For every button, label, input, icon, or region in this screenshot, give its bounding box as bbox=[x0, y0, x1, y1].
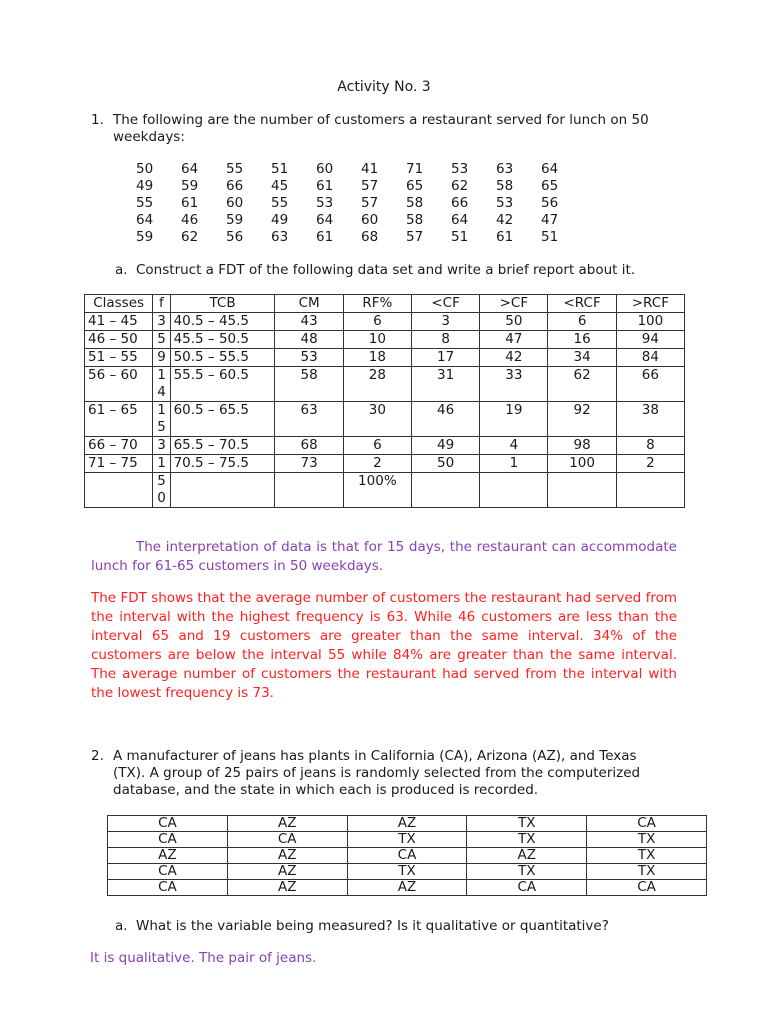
fdt-row bbox=[85, 349, 685, 367]
fdt-row bbox=[85, 331, 685, 349]
question-1-text bbox=[113, 112, 649, 146]
fdt-f-digit-1: 3 bbox=[157, 437, 166, 453]
question-2-line-3: database, and the state in which each is produced is recorded. bbox=[113, 782, 539, 798]
fdt-cell-f bbox=[153, 455, 170, 473]
data-grid-cell: 55 bbox=[226, 161, 244, 177]
fdt-cell-classes: 71 – 75 bbox=[85, 455, 153, 473]
fdt-cell-lcf: 31 bbox=[411, 367, 479, 402]
fdt-cell-lcf: 17 bbox=[411, 349, 479, 367]
data-grid-cell: 59 bbox=[226, 212, 244, 228]
fdt-cell-grcf bbox=[616, 473, 684, 508]
data-grid-cell: 61 bbox=[316, 178, 334, 194]
fdt-cell-lrcf: 100 bbox=[548, 455, 616, 473]
data-grid-cell: 45 bbox=[271, 178, 289, 194]
q2-answer: It is qualitative. The pair of jeans. bbox=[90, 950, 317, 966]
data-grid-row bbox=[136, 229, 586, 246]
q2-part-a-text: What is the variable being measured? Is it qualitative or quantitative? bbox=[136, 918, 609, 934]
fdt-f-digit-2: 0 bbox=[157, 490, 166, 506]
question-2-line-2: (TX). A group of 25 pairs of jeans is randomly selected from the computerized bbox=[113, 765, 641, 781]
jeans-cell: CA bbox=[227, 832, 347, 848]
fdt-header-cm: CM bbox=[275, 295, 343, 313]
fdt-header-tcb: TCB bbox=[170, 295, 275, 313]
data-grid-cell: 46 bbox=[181, 212, 199, 228]
fdt-cell-gcf: 47 bbox=[480, 331, 548, 349]
fdt-cell-lcf: 8 bbox=[411, 331, 479, 349]
fdt-cell-cm: 63 bbox=[275, 402, 343, 437]
fdt-row bbox=[85, 473, 685, 508]
fdt-cell-tcb: 60.5 – 65.5 bbox=[170, 402, 275, 437]
fdt-cell-lrcf bbox=[548, 473, 616, 508]
fdt-cell-lcf: 46 bbox=[411, 402, 479, 437]
data-grid-cell: 65 bbox=[406, 178, 424, 194]
jeans-cell: CA bbox=[108, 832, 228, 848]
data-grid-cell: 59 bbox=[181, 178, 199, 194]
fdt-cell-tcb bbox=[170, 473, 275, 508]
data-grid-cell: 60 bbox=[316, 161, 334, 177]
fdt-cell-f bbox=[153, 402, 170, 437]
fdt-header-grcf: >RCF bbox=[616, 295, 684, 313]
fdt-cell-f bbox=[153, 331, 170, 349]
data-grid-cell: 71 bbox=[406, 161, 424, 177]
fdt-cell-cm: 73 bbox=[275, 455, 343, 473]
part-a-text: Construct a FDT of the following data set and write a brief report about it. bbox=[136, 262, 636, 278]
fdt-cell-grcf: 100 bbox=[616, 313, 684, 331]
data-grid-cell: 57 bbox=[361, 178, 379, 194]
data-grid-cell: 64 bbox=[541, 161, 559, 177]
fdt-cell-grcf: 38 bbox=[616, 402, 684, 437]
fdt-cell-f bbox=[153, 349, 170, 367]
question-2-number: 2. bbox=[91, 748, 104, 764]
fdt-cell-classes: 46 – 50 bbox=[85, 331, 153, 349]
jeans-row bbox=[108, 864, 707, 880]
jeans-cell: CA bbox=[108, 816, 228, 832]
fdt-cell-lcf: 50 bbox=[411, 455, 479, 473]
data-grid-cell: 63 bbox=[271, 229, 289, 245]
fdt-cell-gcf: 4 bbox=[480, 437, 548, 455]
fdt-cell-f bbox=[153, 473, 170, 508]
fdt-f-digit-1: 5 bbox=[157, 473, 166, 489]
jeans-cell: TX bbox=[467, 864, 587, 880]
fdt-header-lrcf: <RCF bbox=[548, 295, 616, 313]
jeans-cell: CA bbox=[108, 880, 228, 896]
data-grid-cell: 68 bbox=[361, 229, 379, 245]
customers-data-grid bbox=[136, 161, 586, 246]
fdt-cell-rf: 18 bbox=[343, 349, 411, 367]
fdt-cell-classes: 51 – 55 bbox=[85, 349, 153, 367]
fdt-cell-grcf: 94 bbox=[616, 331, 684, 349]
jeans-row bbox=[108, 832, 707, 848]
activity-title: Activity No. 3 bbox=[337, 79, 431, 95]
jeans-row bbox=[108, 816, 707, 832]
fdt-cell-rf: 28 bbox=[343, 367, 411, 402]
interpretation-text: The interpretation of data is that for 15 days, the restaurant can accommodate lunch for 61-65 customers in 50 weekdays. bbox=[91, 539, 677, 574]
fdt-f-digit-1: 5 bbox=[157, 331, 166, 347]
data-grid-cell: 55 bbox=[136, 195, 154, 211]
data-grid-cell: 64 bbox=[451, 212, 469, 228]
fdt-cell-classes: 41 – 45 bbox=[85, 313, 153, 331]
data-grid-cell: 47 bbox=[541, 212, 559, 228]
fdt-cell-lrcf: 16 bbox=[548, 331, 616, 349]
jeans-cell: TX bbox=[587, 848, 707, 864]
data-grid-cell: 41 bbox=[361, 161, 379, 177]
jeans-cell: AZ bbox=[108, 848, 228, 864]
data-grid-cell: 51 bbox=[271, 161, 289, 177]
fdt-header-gcf: >CF bbox=[480, 295, 548, 313]
jeans-cell: CA bbox=[108, 864, 228, 880]
jeans-cell: AZ bbox=[227, 848, 347, 864]
data-grid-cell: 58 bbox=[406, 195, 424, 211]
fdt-cell-gcf bbox=[480, 473, 548, 508]
jeans-cell: AZ bbox=[347, 880, 467, 896]
data-grid-cell: 62 bbox=[451, 178, 469, 194]
fdt-cell-grcf: 66 bbox=[616, 367, 684, 402]
fdt-cell-lrcf: 92 bbox=[548, 402, 616, 437]
jeans-cell: AZ bbox=[227, 880, 347, 896]
fdt-f-digit-1: 9 bbox=[157, 349, 166, 365]
data-grid-row bbox=[136, 178, 586, 195]
fdt-row bbox=[85, 313, 685, 331]
fdt-cell-cm: 53 bbox=[275, 349, 343, 367]
data-grid-cell: 61 bbox=[316, 229, 334, 245]
part-a-letter: a. bbox=[115, 262, 128, 278]
jeans-cell: AZ bbox=[227, 864, 347, 880]
fdt-header-rf: RF% bbox=[343, 295, 411, 313]
fdt-row bbox=[85, 437, 685, 455]
data-grid-row bbox=[136, 195, 586, 212]
data-grid-cell: 51 bbox=[451, 229, 469, 245]
fdt-f-digit-2: 4 bbox=[157, 384, 166, 400]
fdt-cell-gcf: 50 bbox=[480, 313, 548, 331]
question-1-number: 1. bbox=[91, 112, 104, 128]
data-grid-cell: 66 bbox=[226, 178, 244, 194]
jeans-cell: AZ bbox=[227, 816, 347, 832]
fdt-cell-gcf: 33 bbox=[480, 367, 548, 402]
data-grid-cell: 51 bbox=[541, 229, 559, 245]
data-grid-cell: 58 bbox=[406, 212, 424, 228]
fdt-cell-rf: 6 bbox=[343, 313, 411, 331]
data-grid-cell: 53 bbox=[496, 195, 514, 211]
fdt-cell-cm: 58 bbox=[275, 367, 343, 402]
fdt-cell-rf: 10 bbox=[343, 331, 411, 349]
data-grid-cell: 58 bbox=[496, 178, 514, 194]
fdt-cell-tcb: 45.5 – 50.5 bbox=[170, 331, 275, 349]
data-grid-cell: 57 bbox=[406, 229, 424, 245]
fdt-cell-cm bbox=[275, 473, 343, 508]
question-2-line-1: A manufacturer of jeans has plants in California (CA), Arizona (AZ), and Texas bbox=[113, 748, 637, 764]
fdt-cell-classes: 66 – 70 bbox=[85, 437, 153, 455]
fdt-cell-tcb: 40.5 – 45.5 bbox=[170, 313, 275, 331]
data-grid-cell: 61 bbox=[181, 195, 199, 211]
jeans-cell: AZ bbox=[347, 816, 467, 832]
data-grid-cell: 56 bbox=[226, 229, 244, 245]
data-grid-cell: 66 bbox=[451, 195, 469, 211]
fdt-cell-rf: 30 bbox=[343, 402, 411, 437]
fdt-cell-classes bbox=[85, 473, 153, 508]
fdt-cell-gcf: 19 bbox=[480, 402, 548, 437]
fdt-header-f: f bbox=[153, 295, 170, 313]
data-grid-cell: 64 bbox=[316, 212, 334, 228]
fdt-header-classes: Classes bbox=[85, 295, 153, 313]
fdt-cell-lcf: 3 bbox=[411, 313, 479, 331]
data-grid-cell: 55 bbox=[271, 195, 289, 211]
data-grid-cell: 57 bbox=[361, 195, 379, 211]
data-grid-cell: 65 bbox=[541, 178, 559, 194]
fdt-cell-lcf: 49 bbox=[411, 437, 479, 455]
q2-part-a-letter: a. bbox=[115, 918, 128, 934]
fdt-cell-rf: 6 bbox=[343, 437, 411, 455]
fdt-cell-gcf: 1 bbox=[480, 455, 548, 473]
data-grid-cell: 63 bbox=[496, 161, 514, 177]
fdt-cell-grcf: 8 bbox=[616, 437, 684, 455]
interpretation-paragraph bbox=[91, 538, 677, 576]
fdt-f-digit-1: 1 bbox=[157, 455, 166, 471]
jeans-cell: TX bbox=[587, 832, 707, 848]
jeans-cell: TX bbox=[587, 864, 707, 880]
fdt-cell-rf: 2 bbox=[343, 455, 411, 473]
jeans-state-table bbox=[107, 815, 707, 896]
fdt-row bbox=[85, 402, 685, 437]
frequency-distribution-table bbox=[84, 294, 685, 508]
fdt-f-digit-1: 1 bbox=[157, 402, 166, 418]
data-grid-cell: 56 bbox=[541, 195, 559, 211]
jeans-cell: CA bbox=[347, 848, 467, 864]
jeans-cell: CA bbox=[587, 880, 707, 896]
jeans-row bbox=[108, 848, 707, 864]
data-grid-cell: 49 bbox=[136, 178, 154, 194]
question-2-text bbox=[113, 748, 640, 799]
data-grid-cell: 62 bbox=[181, 229, 199, 245]
jeans-cell: TX bbox=[467, 816, 587, 832]
fdt-cell-grcf: 84 bbox=[616, 349, 684, 367]
fdt-cell-classes: 56 – 60 bbox=[85, 367, 153, 402]
fdt-cell-cm: 43 bbox=[275, 313, 343, 331]
fdt-cell-cm: 68 bbox=[275, 437, 343, 455]
data-grid-cell: 42 bbox=[496, 212, 514, 228]
fdt-cell-grcf: 2 bbox=[616, 455, 684, 473]
fdt-cell-classes: 61 – 65 bbox=[85, 402, 153, 437]
fdt-header-row bbox=[85, 295, 685, 313]
fdt-f-digit-1: 1 bbox=[157, 367, 166, 383]
fdt-cell-tcb: 70.5 – 75.5 bbox=[170, 455, 275, 473]
fdt-cell-tcb: 55.5 – 60.5 bbox=[170, 367, 275, 402]
data-grid-row bbox=[136, 212, 586, 229]
fdt-f-digit-2: 5 bbox=[157, 419, 166, 435]
fdt-header-lcf: <CF bbox=[411, 295, 479, 313]
question-1-line-1: The following are the number of customers a restaurant served for lunch on 50 bbox=[113, 112, 649, 128]
fdt-cell-lrcf: 34 bbox=[548, 349, 616, 367]
data-grid-cell: 49 bbox=[271, 212, 289, 228]
data-grid-cell: 60 bbox=[226, 195, 244, 211]
fdt-cell-tcb: 65.5 – 70.5 bbox=[170, 437, 275, 455]
fdt-cell-rf: 100% bbox=[343, 473, 411, 508]
jeans-cell: TX bbox=[467, 832, 587, 848]
data-grid-cell: 60 bbox=[361, 212, 379, 228]
data-grid-cell: 53 bbox=[451, 161, 469, 177]
fdt-cell-f bbox=[153, 437, 170, 455]
data-grid-cell: 64 bbox=[136, 212, 154, 228]
jeans-cell: AZ bbox=[467, 848, 587, 864]
jeans-cell: TX bbox=[347, 864, 467, 880]
fdt-cell-lcf bbox=[411, 473, 479, 508]
question-1-line-2: weekdays: bbox=[113, 129, 185, 145]
fdt-f-digit-1: 3 bbox=[157, 313, 166, 329]
data-grid-cell: 59 bbox=[136, 229, 154, 245]
fdt-cell-gcf: 42 bbox=[480, 349, 548, 367]
data-grid-cell: 61 bbox=[496, 229, 514, 245]
fdt-cell-cm: 48 bbox=[275, 331, 343, 349]
data-grid-cell: 64 bbox=[181, 161, 199, 177]
fdt-cell-lrcf: 98 bbox=[548, 437, 616, 455]
jeans-row bbox=[108, 880, 707, 896]
jeans-cell: CA bbox=[467, 880, 587, 896]
data-grid-cell: 53 bbox=[316, 195, 334, 211]
fdt-cell-f bbox=[153, 313, 170, 331]
fdt-cell-tcb: 50.5 – 55.5 bbox=[170, 349, 275, 367]
jeans-cell: CA bbox=[587, 816, 707, 832]
fdt-row bbox=[85, 455, 685, 473]
fdt-row bbox=[85, 367, 685, 402]
fdt-cell-lrcf: 62 bbox=[548, 367, 616, 402]
fdt-cell-f bbox=[153, 367, 170, 402]
jeans-cell: TX bbox=[347, 832, 467, 848]
data-grid-row bbox=[136, 161, 586, 178]
report-paragraph: The FDT shows that the average number of customers the restaurant had served from the interval with the highest frequency is 63. While 46 customers are less than the interval 65 and 19 customers are greater than the same interval. 34% of the customers are below the interval 55 while 84% are greater than the same interval. The average number of customers the restaurant had served from the interval with the lowest frequency is 73. bbox=[91, 590, 677, 701]
data-grid-cell: 50 bbox=[136, 161, 154, 177]
fdt-cell-lrcf: 6 bbox=[548, 313, 616, 331]
